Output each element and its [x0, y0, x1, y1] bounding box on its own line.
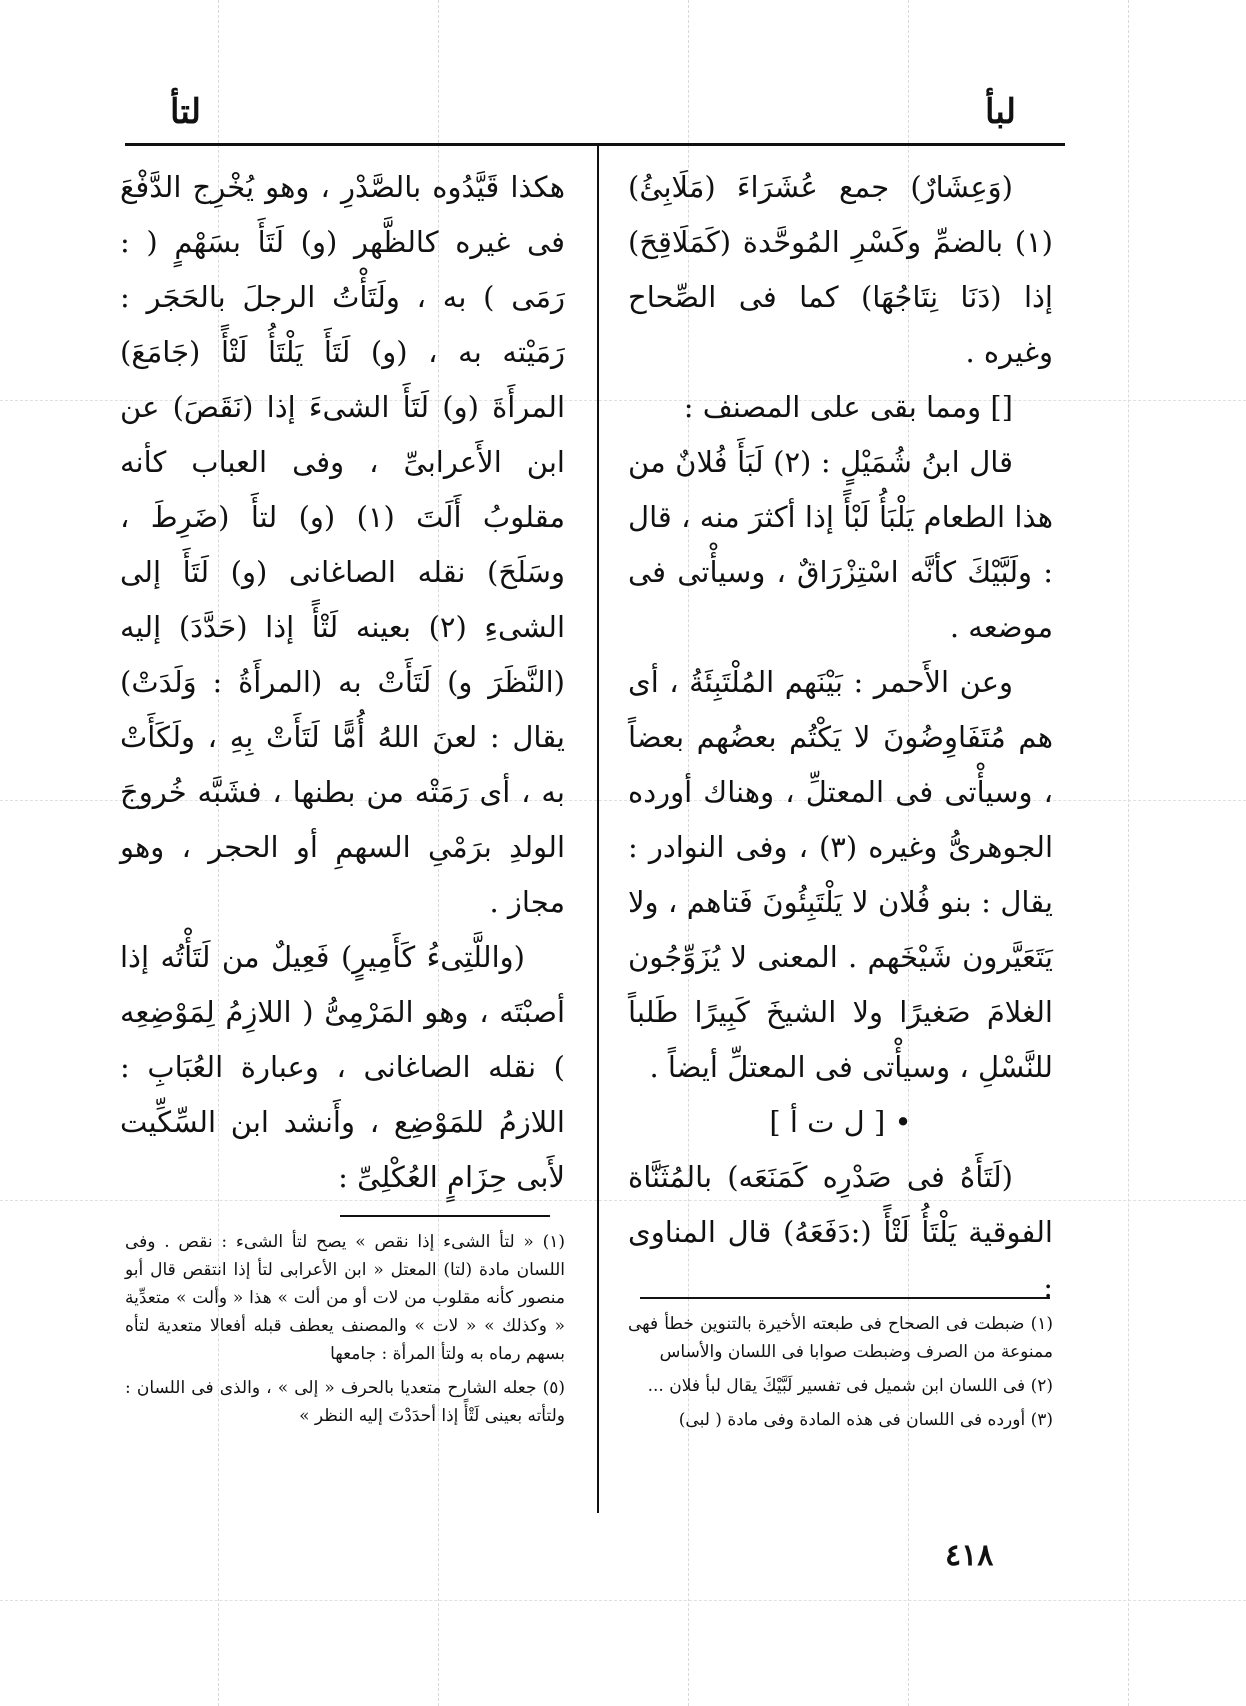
footnote: (١) ضبطت فى الصحاح فى طبعته الأخيرة بالتنوين خطأ فهى ممنوعة من الصرف وضبطت صوابا فى اللسان والأساس [628, 1314, 1053, 1362]
paragraph: (واللَّتِىءُ كَأَمِيرٍ) فَعِيلٌ من لَتَأْتُه إذا أصبْتَه ، وهو المَرْمِىُّ ( اللازِمُ لِمَوْضِعِه ) نقله الصاغانى ، وعبارة العُبَابِ : اللازمُ للمَوْضِع ، وأَنشد ابن السِّكِّيت لأَبى حِزَامٍ العُكْلِىِّ : [120, 940, 565, 1194]
header-rule [125, 143, 1065, 146]
paragraph: قال ابنُ شُمَيْلٍ : (٢) لَبَأَ فُلانٌ من هذا الطعام يَلْبَأُ لَبْأً إذا أكثرَ منه ، قال : ولَبَّيْكَ كأنَّه اسْتِزْرَاقٌ ، وسيأْتى فى موضعه . [628, 445, 1053, 644]
paragraph: (لَتَأَهُ فى صَدْرِه كَمَنَعَه) بالمُثَنَّاة الفوقية يَلْتَأُ لَتْأً (:دَفَعَهُ) قال المناوى : [628, 1160, 1053, 1304]
page-number: ٤١٨ [945, 1538, 994, 1573]
footnote: (١) « لتأ الشىء إذا نقص » يصح لتأ الشىء : نقص . وفى اللسان مادة (لتا) المعتل « ابن الأعرابى لتأ إذا انتقص قال أبو منصور كأنه مقلوب من لات أو من ألت » هذا « وألت » متعدِّية « وكذلك » « لات » والمصنف يعطف قبله أفعالا متعدية لتأه بسهم رماه به ولتأ المرأة : جامعها [125, 1232, 565, 1364]
grid-line [0, 1600, 1246, 1601]
paragraph: (وَعِشَارٌ) جمع عُشَرَاءَ (مَلَابِئُ) (١) بالضمِّ وكَسْرِ المُوحَّدة (كَمَلَاقِحَ) إذا (دَنَا نِتَاجُهَا) كما فى الصِّحاح وغيره . [628, 170, 1053, 369]
footnote-rule [640, 1297, 1050, 1299]
footnote: (٥) جعله الشارح متعديا بالحرف « إلى » ، والذى فى اللسان : ولتأته بعينى لَتْأً إذا أحدَدْتَ إليه النظر » [125, 1378, 565, 1426]
paragraph: وعن الأَحمر : بَيْنَهم المُلْتَبِئَةُ ، أى هم مُتَفَاوِضُونَ لا يَكْتُم بعضُهم بعضاً ، وسيأْتى فى المعتلِّ ، وهناك أورده الجوهرىُّ وغيره (٣) ، وفى النوادر : يقال : بنو فُلان لا يَلْتَبِئُونَ فَتاهم ، ولا يَتَعَيَّرون شَيْخَهم . المعنى لا يُزَوِّجُون الغلامَ صَغيرًا ولا الشيخَ كَبِيرًا طَلباً للنَّسْلِ ، وسيأْتى فى المعتلِّ أيضاً . [628, 665, 1053, 1084]
running-head-right: لبأ [985, 92, 1016, 132]
footnote: (٣) أورده فى اللسان فى هذه المادة وفى مادة ( لبى) [678, 1410, 1053, 1430]
entry-heading: • [ ل ت أ ] [769, 1105, 912, 1139]
footnotes-right [628, 1310, 1053, 1440]
footnote-rule [340, 1215, 550, 1217]
right-column [628, 160, 1053, 1315]
left-column [120, 160, 565, 1205]
grid-line [1128, 0, 1129, 1706]
paragraph: هكذا قَيَّدُوه بالصَّدْرِ ، وهو يُخْرِج الدَّفْعَ فى غيره كالظَّهر (و) لَتَأَ بسَهْمٍ ( : رَمَى ) به ، ولَتَأْتُ الرجلَ بالحَجَر : رَمَيْته به ، (و) لَتَأَ يَلْتَأُ لَتْأً (جَامَعَ) المرأَةَ (و) لَتَأَ الشىءَ إذا (نَقَصَ) عن ابن الأَعرابىِّ ، وفى العباب كأنه مقلوبُ أَلَتَ (١) (و) لتأَ (ضَرِطَ ، وسَلَحَ) نقله الصاغانى (و) لَتَأَ إلى الشىءِ (٢) بعينه لَتْأً إذا (حَدَّدَ) إليه (النَّظَرَ و) لَتَأَتْ به (المرأَةُ : وَلَدَتْ) يقال : لعنَ اللهُ أُمًّا لَتَأَتْ بِهِ ، ولَكَأَتْ به ، أى رَمَتْه من بطنها ، فشَبَّه خُروجَ الولدِ برَمْىِ السهمِ أو الحجر ، وهو مجاز . [120, 170, 565, 919]
running-head-left: لتأ [170, 92, 201, 132]
footnote: (٢) فى اللسان ابن شميل فى تفسير لَبَّيْكَ يقال لبأ فلان ... [647, 1376, 1053, 1396]
column-divider [597, 143, 599, 1513]
paragraph: [] ومما بقى على المصنف : [683, 390, 1013, 424]
footnotes-left [125, 1228, 565, 1436]
